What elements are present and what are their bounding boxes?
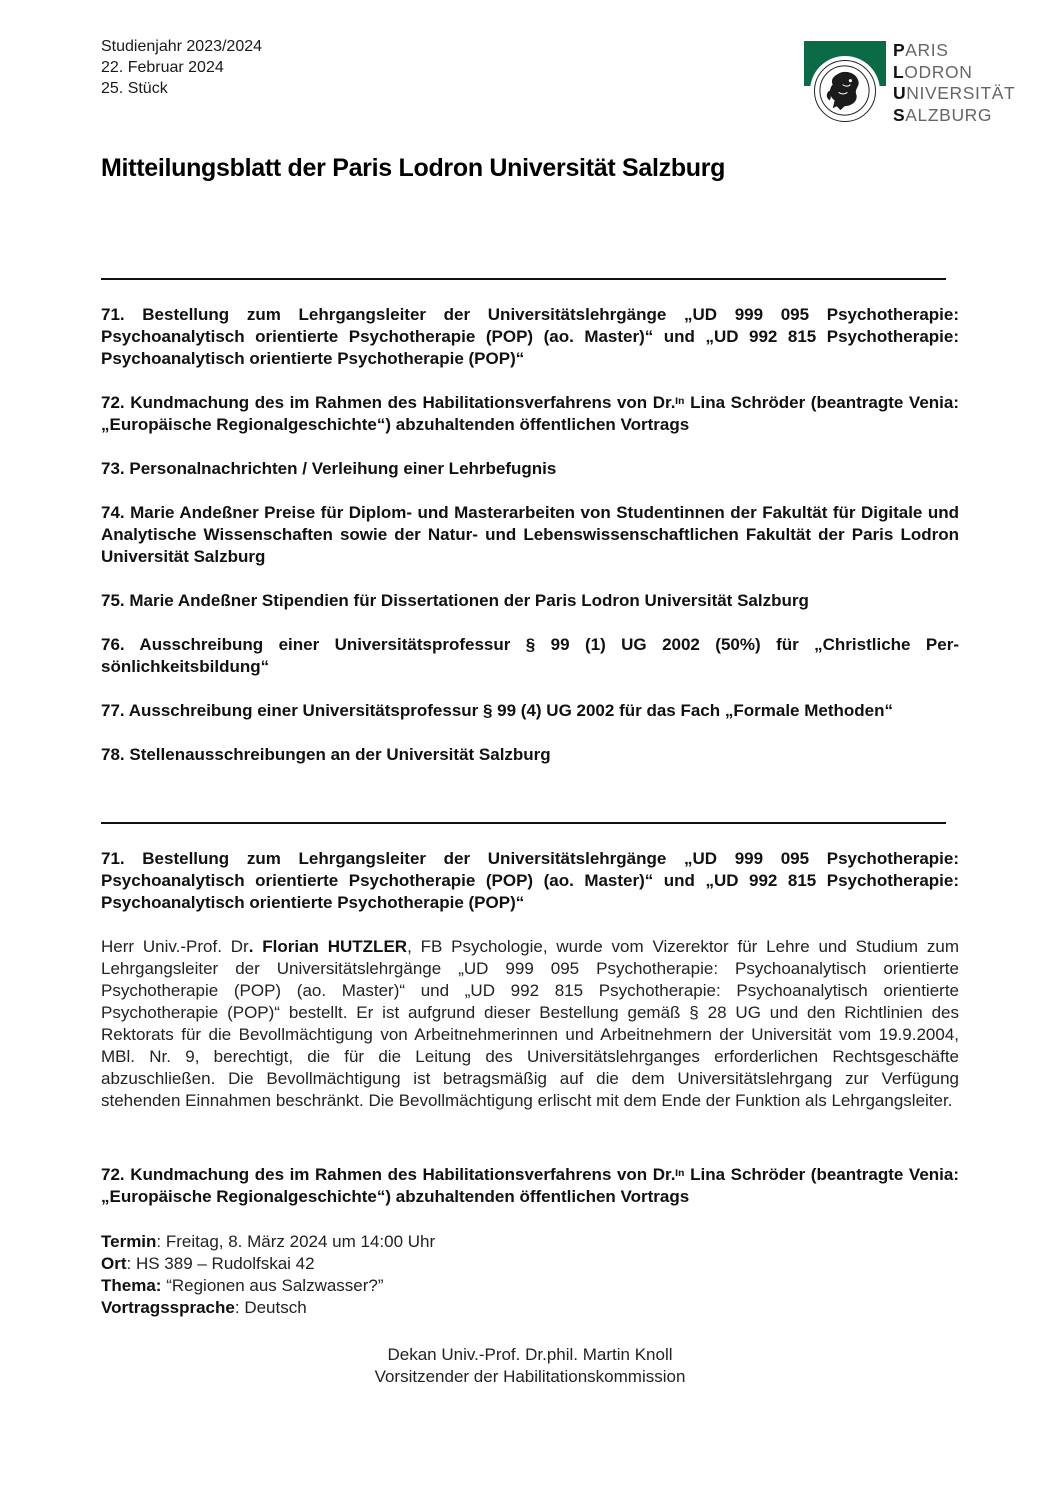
detail-label: Thema: <box>101 1276 162 1295</box>
divider-bottom <box>101 822 946 824</box>
section-72 <box>101 1164 959 1208</box>
section-71-heading: 71. Bestellung zum Lehrgangsleiter der Universitätslehrgänge „UD 999 095 Psychotherapie: Psychoanalytisch orientierte Psychotherapie (POP) (ao. Master)“ und „UD 992 815 Psychotherapie: Psychoanalytisch orientierte Psychotherapie (POP)“ <box>101 849 959 912</box>
logo-initial: U <box>893 83 907 103</box>
signature-block <box>260 1344 800 1388</box>
logo-word-rest: NIVERSITÄT <box>906 83 1016 103</box>
body-prefix: Herr Univ.-Prof. Dr <box>101 937 249 956</box>
issue-number: 25. Stück <box>101 80 168 97</box>
issue-meta <box>101 36 262 99</box>
toc-item: 72. Kundmachung des im Rahmen des Habilitationsverfahrens von Dr.ᶦⁿ Lina Schröder (beantragte Venia: „Europäische Regionalgeschichte“) abzuhaltenden öffentlichen Vortrags <box>101 393 959 434</box>
toc-item: 77. Ausschreibung einer Universitätsprofessur § 99 (4) UG 2002 für das Fach „Formale Methoden“ <box>101 701 893 720</box>
detail-topic <box>101 1275 435 1297</box>
page-title: Mitteilungsblatt der Paris Lodron Universität Salzburg <box>101 154 726 182</box>
logo-initial: L <box>893 61 905 82</box>
section-71-body <box>101 936 959 1112</box>
logo-word-rest: ODRON <box>904 61 973 82</box>
academic-year: Studienjahr 2023/2024 <box>101 38 263 55</box>
logo-word-rest: ALZBURG <box>905 104 993 125</box>
detail-value: Deutsch <box>244 1298 307 1317</box>
section-71 <box>101 848 959 1112</box>
detail-value: HS 389 – Rudolfskai 42 <box>135 1254 315 1273</box>
detail-sep: : <box>156 1232 166 1251</box>
detail-value: “Regionen aus Salzwasser?” <box>166 1276 384 1295</box>
detail-date <box>101 1231 435 1253</box>
body-text: , FB Psychologie, wurde vom Vizerektor für Lehre und Studium zum Lehrgangsleiter der Universitätslehrgänge „UD 999 095 Psychotherapie: Psychoanalytisch orientierte Psychotherapie (POP) (ao. Master)“ und „UD 992 815 Psychotherapie: Psychoanalytisch orientierte Psychotherapie (POP)“ bestellt. Er ist aufgrund dieser Bestellung gemäß § 28 UG und den Richtlinien des Rektorats für die Bevollmächtigung von Arbeitnehmerinnen und Arbeitnehmern der Universität vom 19.9.2004, MBl. Nr. 9, berechtigt, die für die Leitung des Universitätslehrganges erforderlichen Rechtsgeschäfte abzuschließen. Die Bevollmächtigung ist betragsmäßig auf die dem Universitätslehrgang zur Verfügung stehenden Einnahmen beschränkt. Die Bevollmächtigung erlischt mit dem Ende der Funktion als Lehrgangsleiter. <box>101 937 959 1110</box>
issue-date: 22. Februar 2024 <box>101 59 224 76</box>
detail-language <box>101 1297 435 1319</box>
divider-top <box>101 278 946 280</box>
detail-value: Freitag, 8. März 2024 um 14:00 Uhr <box>165 1232 436 1251</box>
toc-item: 76. Ausschreibung einer Universitätsprofessur § 99 (1) UG 2002 (50%) für „Christliche Persönlichkeitsbildung“ <box>101 635 959 676</box>
toc-item: 74. Marie Andeßner Preise für Diplom- und Masterarbeiten von Studentinnen der Fakultät für Digitale und Analytische Wissenschaften sowie der Natur- und Lebenswissenschaftlichen Fakultät der Paris Lodron Universität Salzburg <box>101 503 959 566</box>
detail-label: Ort <box>101 1254 127 1273</box>
logo-wordmark <box>893 40 1015 126</box>
lecture-details <box>101 1231 435 1319</box>
toc-item: 78. Stellenausschreibungen an der Universität Salzburg <box>101 745 551 764</box>
logo-initial: S <box>893 104 906 125</box>
toc-item: 75. Marie Andeßner Stipendien für Dissertationen der Paris Lodron Universität Salzburg <box>101 591 809 610</box>
logo-initial: P <box>893 40 906 60</box>
detail-sep: : <box>234 1298 245 1317</box>
detail-location <box>101 1253 435 1275</box>
section-72-heading: 72. Kundmachung des im Rahmen des Habilitationsverfahrens von Dr.ᶦⁿ Lina Schröder (beantragte Venia: „Europäische Regionalgeschichte“) abzuhaltenden öffentlichen Vortrags <box>101 1165 959 1206</box>
table-of-contents <box>101 304 959 788</box>
toc-item: 71. Bestellung zum Lehrgangsleiter der Universitätslehrgänge „UD 999 095 Psychotherapie: Psychoanalytisch orientierte Psychotherapie (POP) (ao. Master)“ und „UD 992 815 Psychotherapie: Psychoanalytisch orientierte Psychotherapie (POP)“ <box>101 305 959 368</box>
toc-item: 73. Personalnachrichten / Verleihung einer Lehrbefugnis <box>101 459 557 478</box>
signatory-name: Dekan Univ.-Prof. Dr.phil. Martin Knoll <box>387 1345 673 1364</box>
detail-sep: : <box>126 1254 136 1273</box>
logo-word-rest: ARIS <box>905 40 949 60</box>
lion-seal-icon <box>814 60 876 122</box>
detail-label: Termin <box>101 1232 157 1251</box>
detail-label: Vortragssprache <box>101 1298 235 1317</box>
signatory-role: Vorsitzender der Habilitationskommission <box>374 1367 686 1386</box>
appointee-name: . Florian HUTZLER <box>248 937 408 956</box>
university-logo <box>804 41 1034 131</box>
